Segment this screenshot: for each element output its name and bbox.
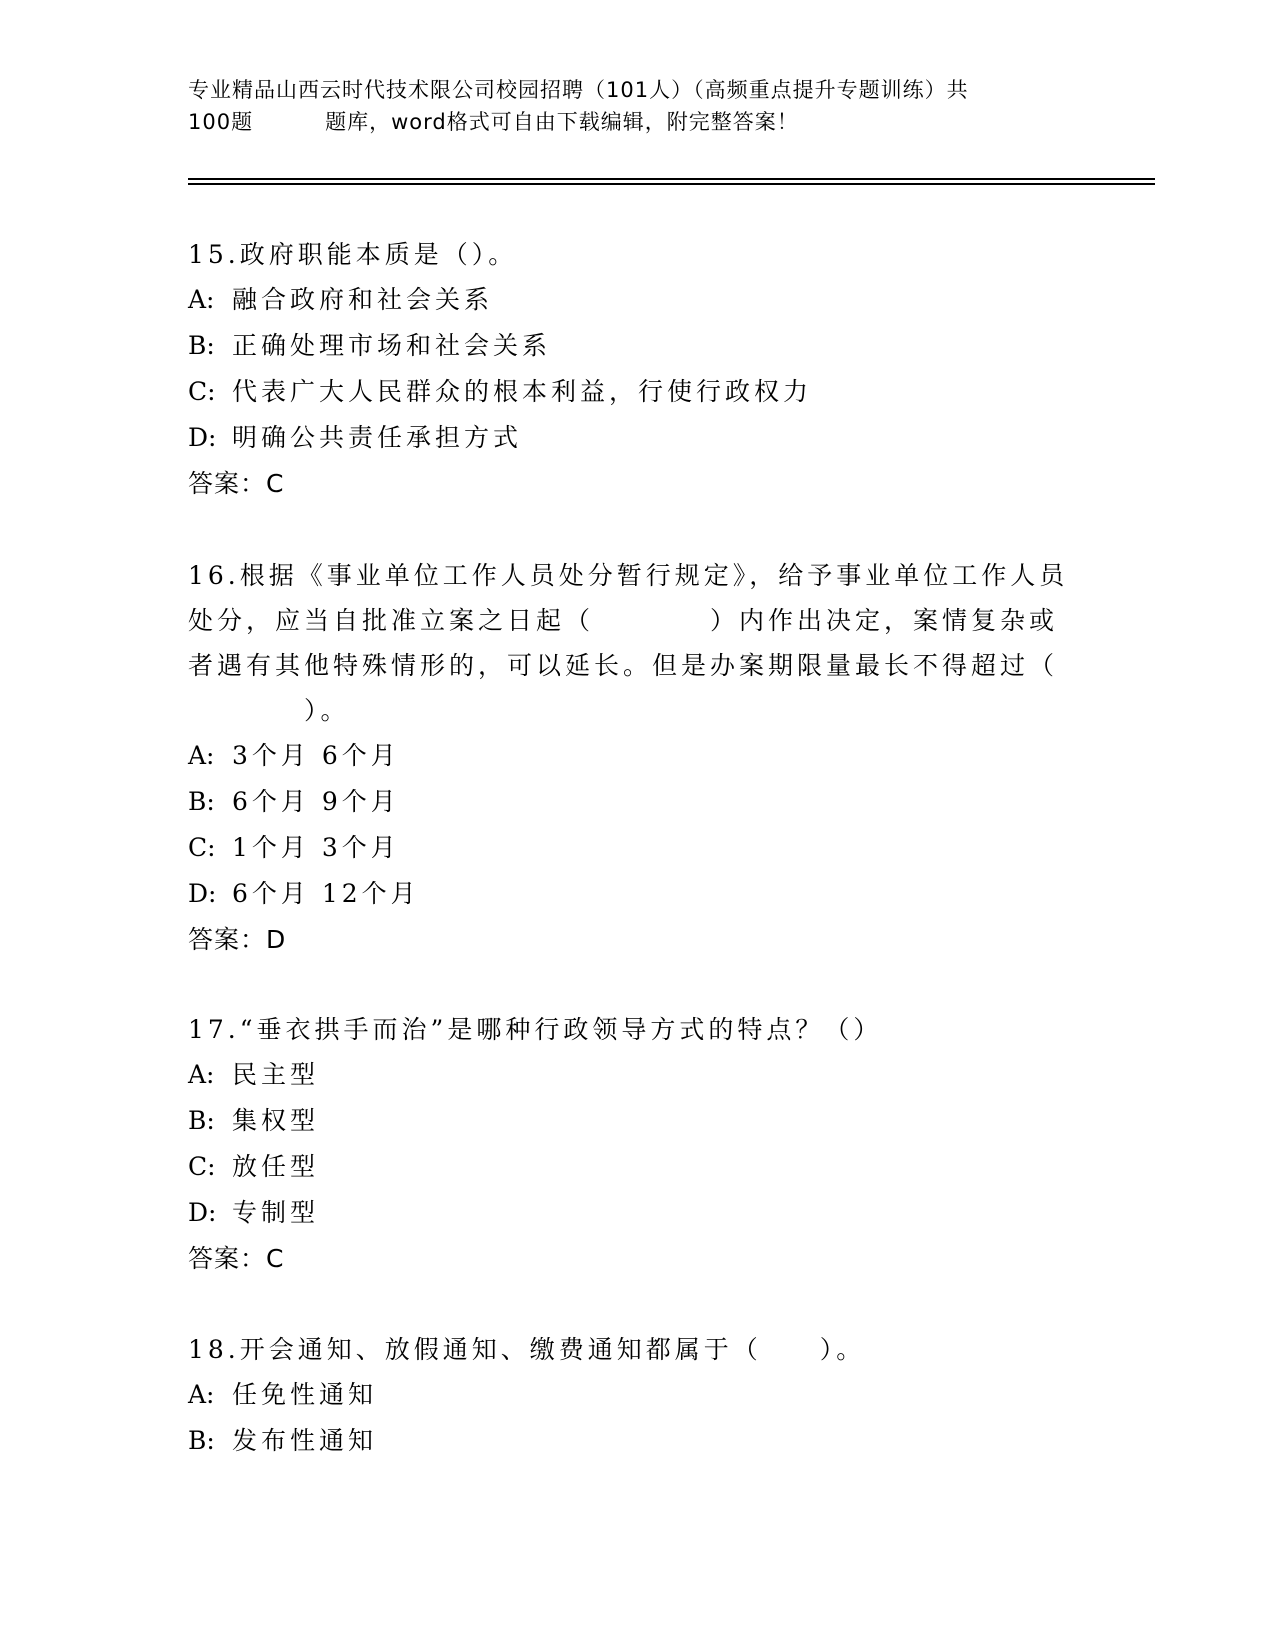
option-text: 明确公共责任承担方式 xyxy=(232,423,523,452)
option-text: 代表广大人民群众的根本利益，行使行政权力 xyxy=(232,377,813,406)
option-a xyxy=(188,1372,1088,1418)
option-c xyxy=(188,825,1088,871)
header-divider-top xyxy=(188,178,1155,180)
option-label: A: xyxy=(188,285,215,314)
option-label: B: xyxy=(188,331,215,360)
header-question-count: 100题 xyxy=(188,110,254,134)
option-b xyxy=(188,1098,1088,1144)
option-label: B: xyxy=(188,1426,215,1455)
option-text: 发布性通知 xyxy=(232,1426,378,1455)
question-15 xyxy=(188,232,1088,507)
header-title-line-1: 专业精品山西云时代技术限公司校园招聘（101人）（高频重点提升专题训练）共 xyxy=(188,78,969,102)
question-stem: 18.开会通知、放假通知、缴费通知都属于（ ）。 xyxy=(188,1335,866,1364)
option-label: D: xyxy=(188,423,217,452)
option-label: C: xyxy=(188,377,216,406)
option-a xyxy=(188,1052,1088,1098)
option-text: 3个月 6个月 xyxy=(232,741,400,770)
question-16 xyxy=(188,553,1088,963)
option-d xyxy=(188,871,1088,917)
question-17 xyxy=(188,1007,1088,1282)
option-b xyxy=(188,1418,1088,1464)
header-title-line-2 xyxy=(188,106,1088,138)
question-stem: 15.政府职能本质是（）。 xyxy=(188,240,518,269)
option-text: 集权型 xyxy=(232,1106,320,1135)
document-header xyxy=(188,74,1088,138)
option-label: C: xyxy=(188,1152,216,1181)
question-stem: 17.“垂衣拱手而治”是哪种行政领导方式的特点？（） xyxy=(188,1015,883,1044)
answer: 答案：D xyxy=(188,925,287,954)
question-18 xyxy=(188,1327,1088,1464)
option-label: B: xyxy=(188,1106,215,1135)
option-label: C: xyxy=(188,833,216,862)
option-label: D: xyxy=(188,879,217,908)
option-a xyxy=(188,277,1088,323)
question-stem-line: 处分，应当自批准立案之日起（ ）内作出决定，案情复杂或 xyxy=(188,606,1059,635)
option-label: A: xyxy=(188,1380,215,1409)
header-divider-bottom xyxy=(188,183,1155,185)
option-text: 专制型 xyxy=(232,1198,320,1227)
option-d xyxy=(188,415,1088,461)
option-text: 放任型 xyxy=(232,1152,320,1181)
question-stem-line: 16.根据《事业单位工作人员处分暂行规定》，给予事业单位工作人员 xyxy=(188,561,1069,590)
option-text: 任免性通知 xyxy=(232,1380,378,1409)
answer: 答案：C xyxy=(188,1244,285,1273)
option-label: B: xyxy=(188,787,215,816)
option-label: A: xyxy=(188,741,215,770)
option-text: 正确处理市场和社会关系 xyxy=(232,331,552,360)
option-text: 融合政府和社会关系 xyxy=(232,285,494,314)
question-stem-line: ）。 xyxy=(188,696,350,725)
header-subtitle: 题库，word格式可自由下载编辑，附完整答案！ xyxy=(325,110,799,134)
option-label: A: xyxy=(188,1060,215,1089)
question-stem-line: 者遇有其他特殊情形的，可以延长。但是办案期限量最长不得超过（ xyxy=(188,651,1059,680)
option-text: 6个月 12个月 xyxy=(232,879,420,908)
option-a xyxy=(188,733,1088,779)
answer: 答案：C xyxy=(188,469,285,498)
option-c xyxy=(188,1144,1088,1190)
option-d xyxy=(188,1190,1088,1236)
option-c xyxy=(188,369,1088,415)
option-b xyxy=(188,323,1088,369)
option-text: 1个月 3个月 xyxy=(232,833,400,862)
option-text: 民主型 xyxy=(232,1060,320,1089)
option-label: D: xyxy=(188,1198,217,1227)
option-text: 6个月 9个月 xyxy=(232,787,400,816)
option-b xyxy=(188,779,1088,825)
